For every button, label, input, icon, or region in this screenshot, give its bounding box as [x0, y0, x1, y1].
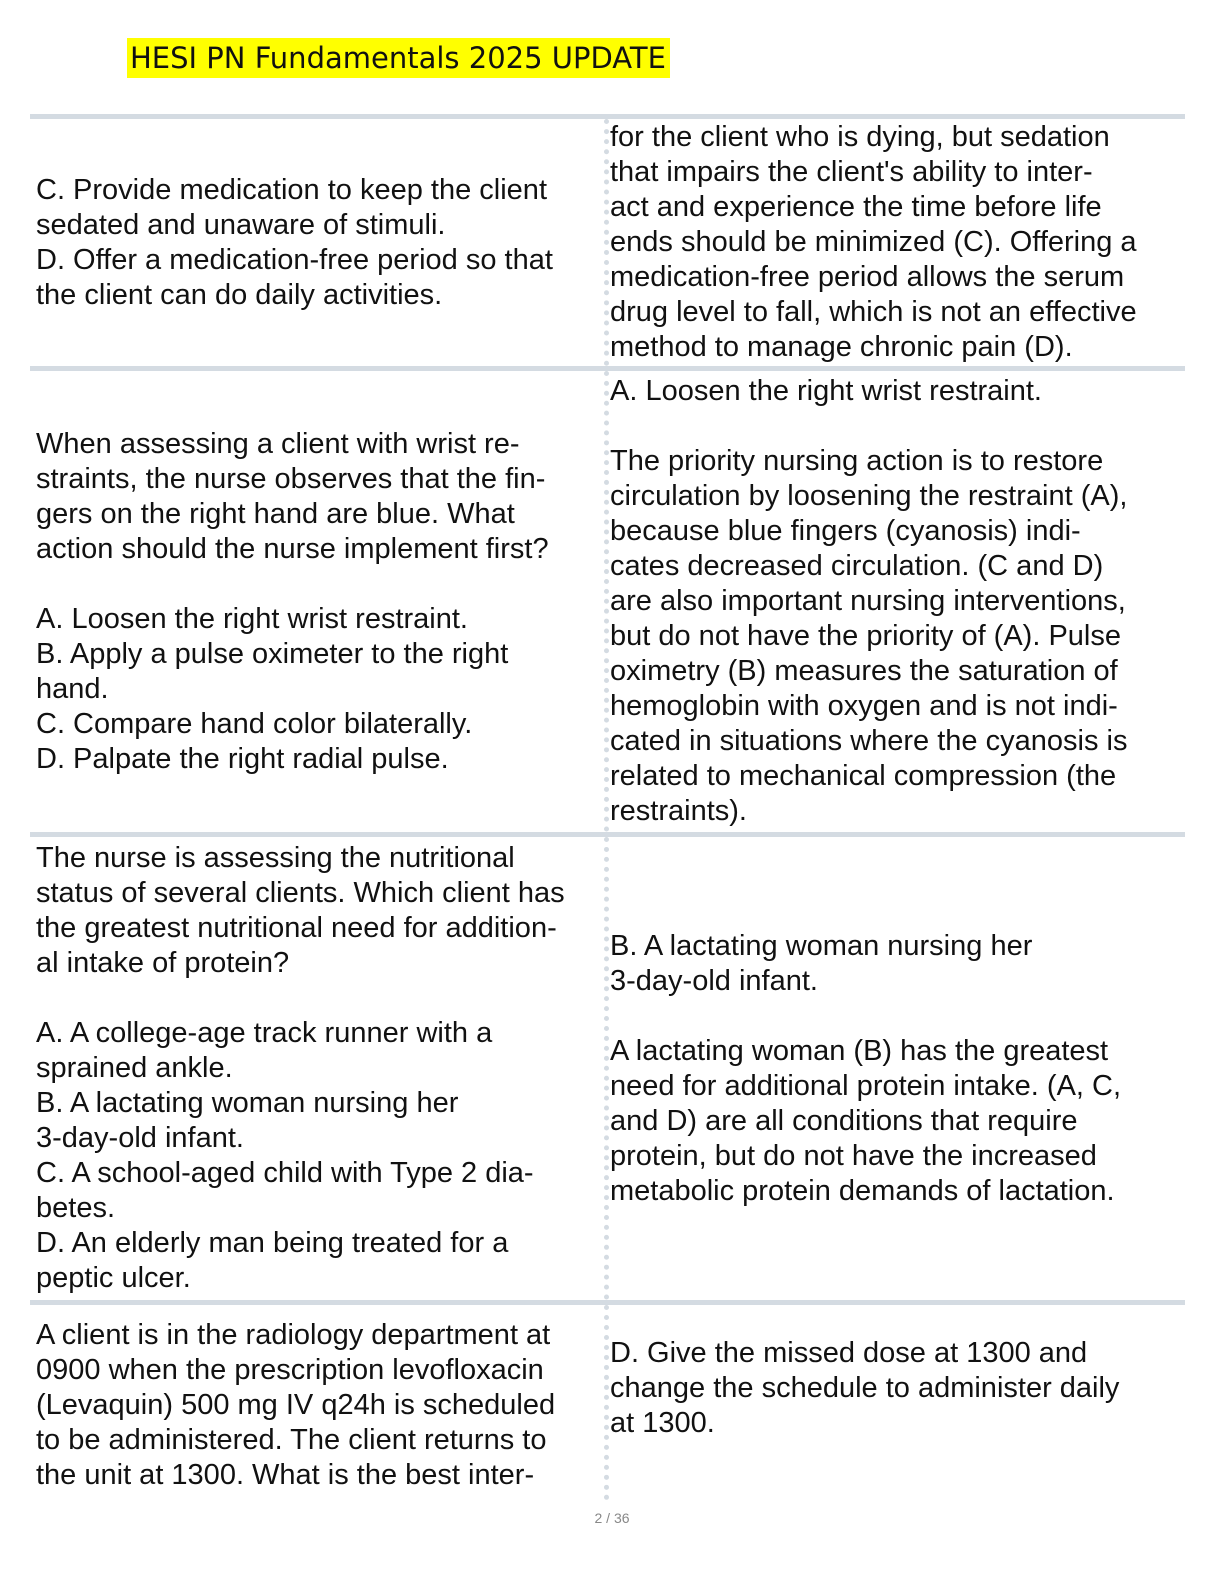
flashcard-row [30, 832, 1185, 1300]
text-line: D. Offer a medication-free period so that [36, 243, 553, 276]
text-line: at 1300. [610, 1407, 715, 1439]
text-line: drug level to fall, which is not an effective [610, 296, 1137, 328]
text-line: metabolic protein demands of lactation. [610, 1174, 1115, 1207]
text-line: related to mechanical compression (the [610, 760, 1117, 792]
page-number: 2 / 36 [594, 1510, 630, 1526]
text-line: change the schedule to administer daily [610, 1372, 1120, 1404]
text-line: medication-free period allows the serum [610, 261, 1125, 293]
text-line: 3-day-old infant. [610, 964, 818, 997]
column-divider [604, 837, 609, 1300]
text-line: that impairs the client's ability to inter- [610, 156, 1093, 188]
text-line [36, 567, 596, 602]
text-line: ends should be minimized (C). Offering a [610, 226, 1137, 258]
column-divider [604, 119, 609, 366]
flashcard-row [30, 114, 1185, 366]
flashcard-row [30, 366, 1185, 832]
flashcard-definition [610, 1305, 1180, 1500]
flashcard-definition [610, 371, 1180, 832]
text-line: D. Give the missed dose at 1300 and [610, 1337, 1088, 1369]
document-title: HESI PN Fundamentals 2025 UPDATE [127, 38, 670, 78]
text-line: act and experience the time before life [610, 191, 1102, 223]
flashcard-row [30, 1300, 1185, 1500]
text-line: need for additional protein intake. (A, C, [610, 1069, 1122, 1102]
text-line: A lactating woman (B) has the greatest [610, 1034, 1109, 1067]
text-line: When assessing a client with wrist re- [36, 427, 520, 460]
text-line: the greatest nutritional need for addition- [36, 912, 557, 944]
flashcard-term [36, 837, 596, 1300]
text-line: sprained ankle. [36, 1052, 233, 1084]
text-line: The priority nursing action is to restore [610, 445, 1104, 477]
text-line: B. A lactating woman nursing her [36, 1087, 459, 1119]
text-line: because blue fingers (cyanosis) indi- [610, 515, 1081, 547]
flashcard-definition [610, 837, 1180, 1300]
text-line: sedated and unaware of stimuli. [36, 208, 446, 241]
text-line: to be administered. The client returns to [36, 1424, 547, 1456]
text-line: the client can do daily activities. [36, 278, 443, 311]
flashcard-term [36, 371, 596, 832]
text-line: hand. [36, 672, 109, 705]
text-line: D. An elderly man being treated for a [36, 1227, 509, 1259]
text-line: for the client who is dying, but sedation [610, 121, 1110, 153]
text-line: al intake of protein? [36, 947, 290, 979]
flashcard-definition [610, 119, 1180, 366]
text-line: 0900 when the prescription levofloxacin [36, 1354, 544, 1386]
text-line [610, 999, 1180, 1034]
text-line: circulation by loosening the restraint (A), [610, 480, 1128, 512]
text-line: straints, the nurse observes that the fin- [36, 462, 546, 495]
text-line: C. A school-aged child with Type 2 dia- [36, 1157, 534, 1189]
flashcard-term [36, 119, 596, 366]
text-line: peptic ulcer. [36, 1262, 191, 1294]
text-line: and D) are all conditions that require [610, 1104, 1078, 1137]
text-line: B. Apply a pulse oximeter to the right [36, 637, 509, 670]
text-line: A. Loosen the right wrist restraint. [610, 375, 1042, 407]
text-line: B. A lactating woman nursing her [610, 929, 1033, 962]
text-line: are also important nursing interventions, [610, 585, 1126, 617]
text-line [610, 409, 1180, 444]
column-divider [604, 1305, 609, 1500]
text-line: protein, but do not have the increased [610, 1139, 1097, 1172]
text-line: gers on the right hand are blue. What [36, 497, 515, 530]
text-line: The nurse is assessing the nutritional [36, 842, 515, 874]
text-line: action should the nurse implement first? [36, 532, 549, 565]
text-line: cates decreased circulation. (C and D) [610, 550, 1104, 582]
text-line: A. Loosen the right wrist restraint. [36, 602, 468, 635]
text-line: betes. [36, 1192, 115, 1224]
text-line: restraints). [610, 795, 747, 827]
column-divider [604, 371, 609, 832]
text-line: A. A college-age track runner with a [36, 1017, 493, 1049]
text-line: C. Compare hand color bilaterally. [36, 707, 473, 740]
text-line: oximetry (B) measures the saturation of [610, 655, 1118, 687]
text-line [36, 981, 596, 1016]
text-line: C. Provide medication to keep the client [36, 173, 547, 206]
text-line: hemoglobin with oxygen and is not indi- [610, 690, 1118, 722]
text-line: cated in situations where the cyanosis is [610, 725, 1128, 757]
text-line: the unit at 1300. What is the best inter- [36, 1459, 535, 1491]
text-line: (Levaquin) 500 mg IV q24h is scheduled [36, 1389, 556, 1421]
text-line: 3-day-old infant. [36, 1122, 244, 1154]
text-line: method to manage chronic pain (D). [610, 331, 1073, 363]
text-line: but do not have the priority of (A). Pulse [610, 620, 1121, 652]
flashcard-term [36, 1305, 596, 1500]
text-line: status of several clients. Which client has [36, 877, 565, 909]
text-line: A client is in the radiology department at [36, 1319, 551, 1351]
text-line: D. Palpate the right radial pulse. [36, 742, 449, 775]
